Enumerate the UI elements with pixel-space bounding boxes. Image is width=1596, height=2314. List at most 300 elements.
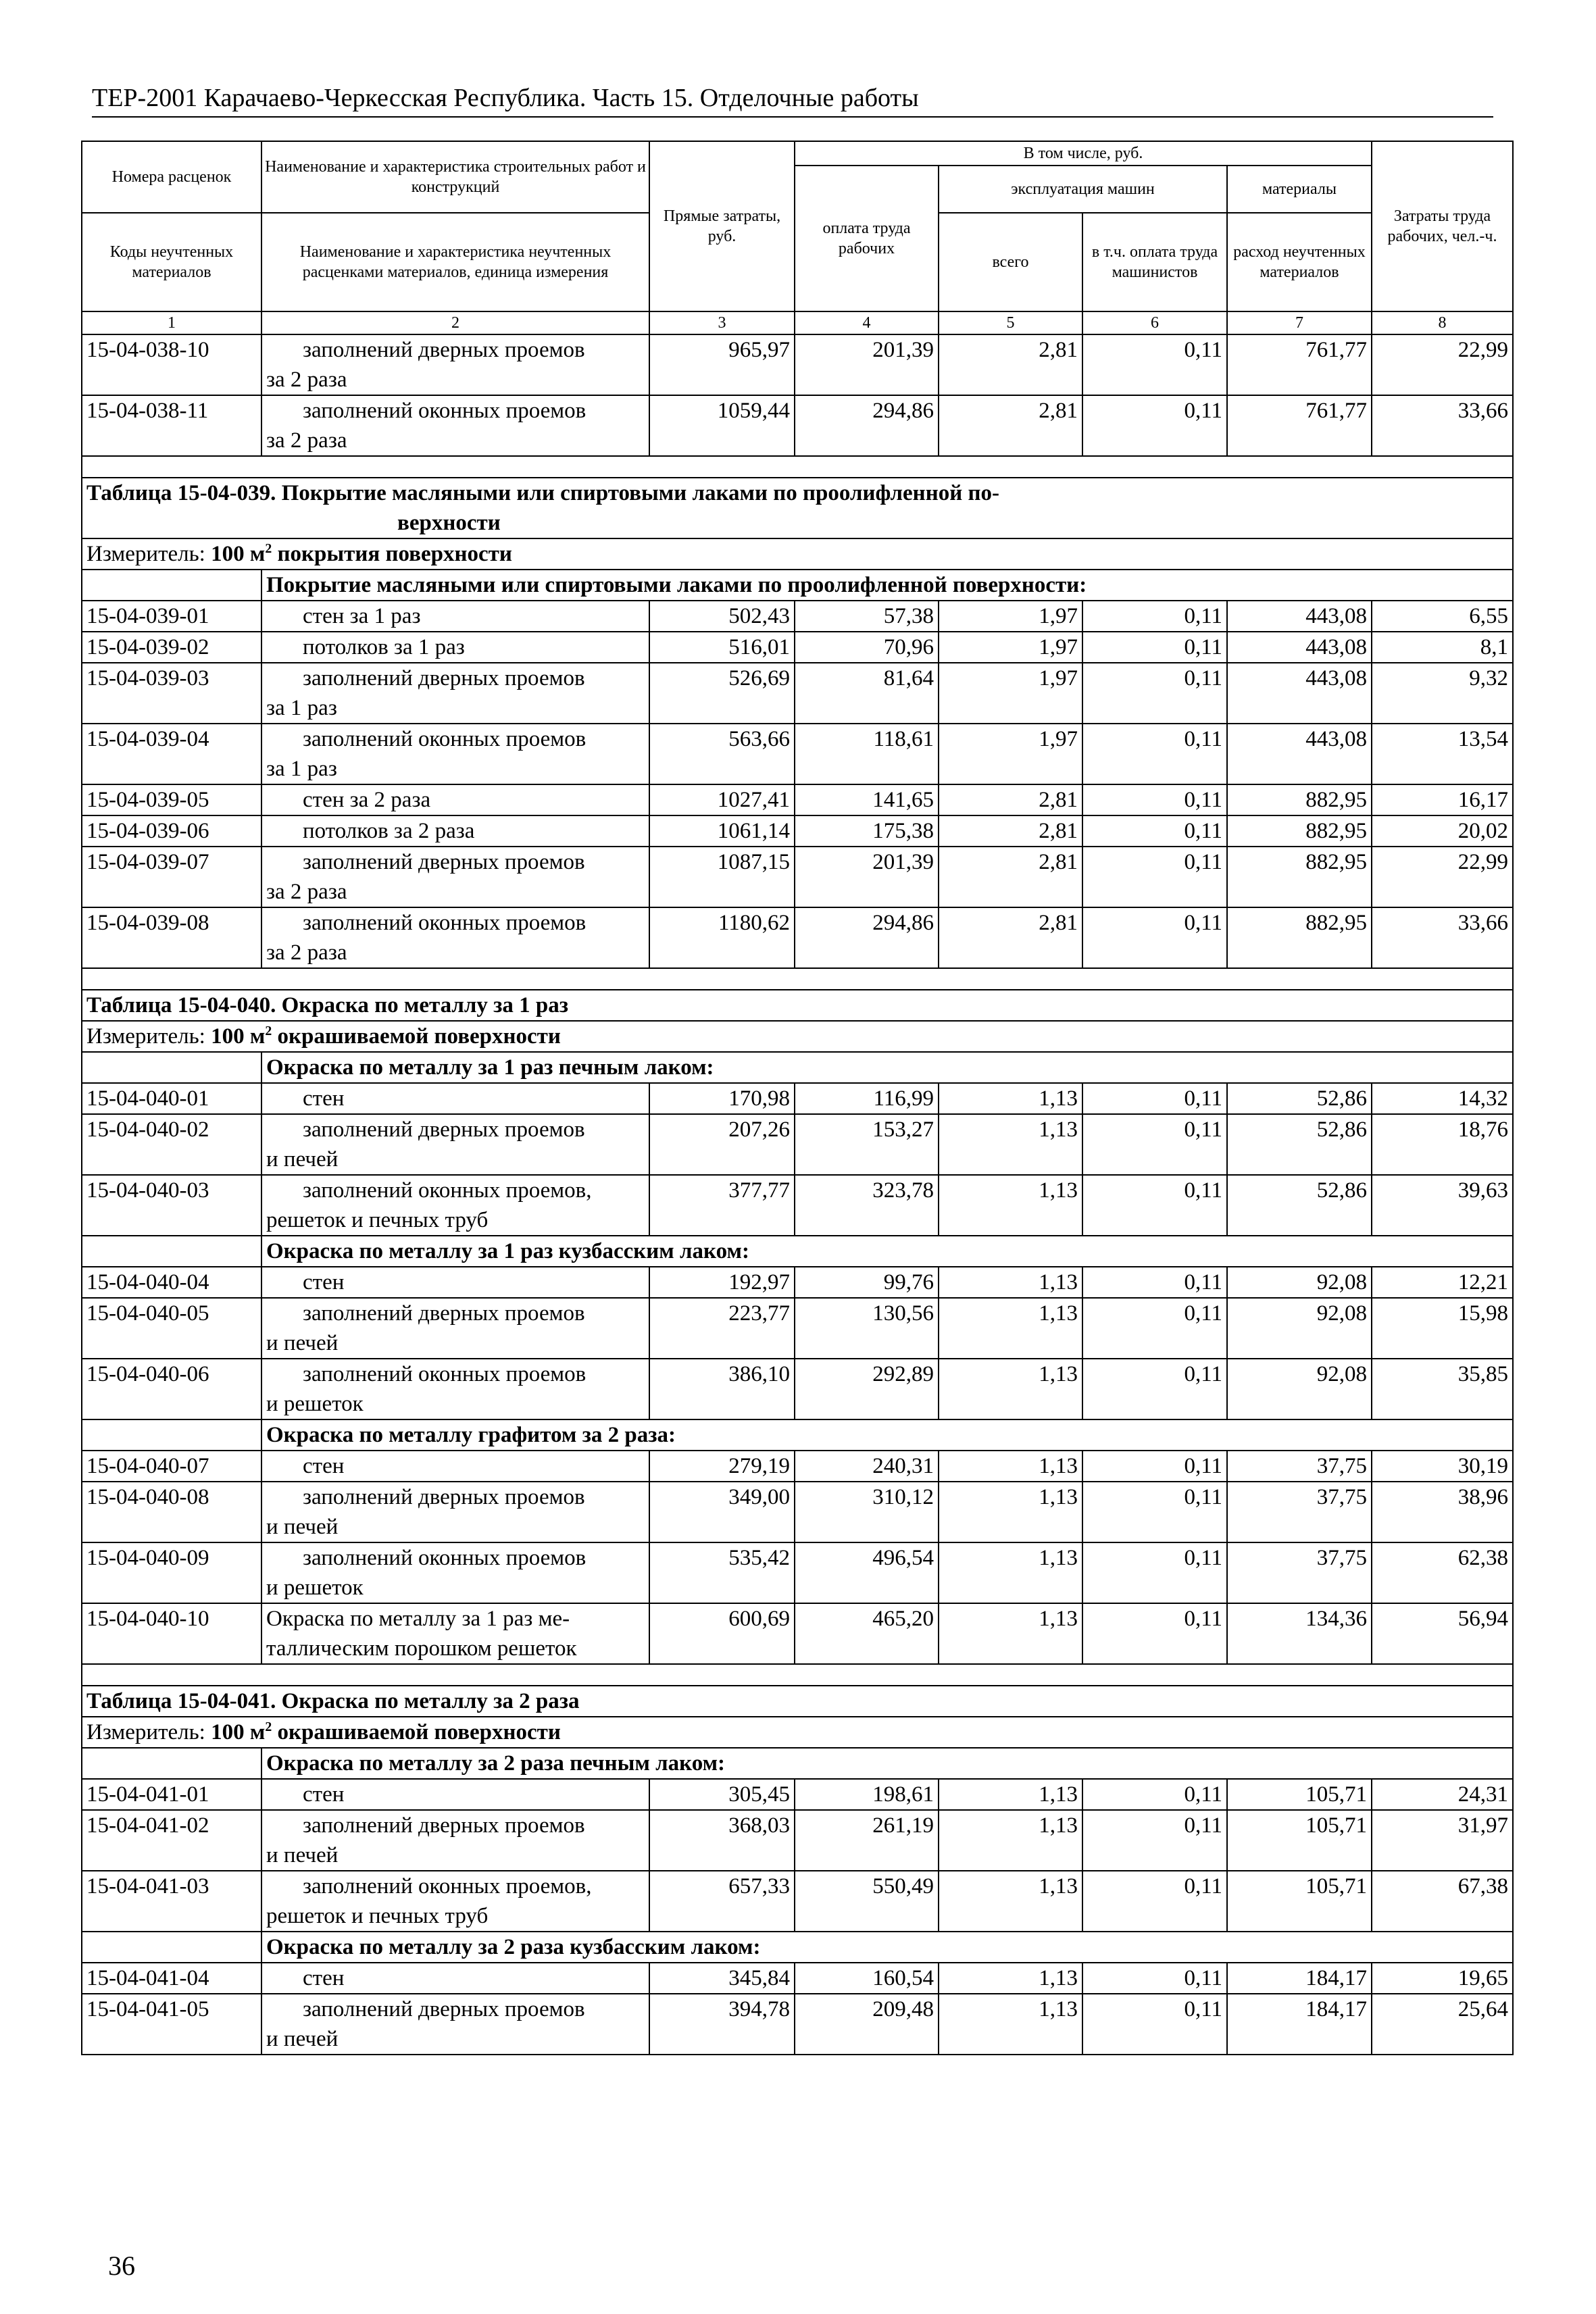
table-row — [82, 1779, 1513, 1810]
machines-total-value: 1,13 — [939, 1963, 1082, 1994]
spacer-row — [82, 456, 1513, 478]
direct-costs-value: 192,97 — [649, 1267, 795, 1298]
work-name — [261, 601, 649, 632]
direct-costs-value: 1027,41 — [649, 784, 795, 815]
direct-costs-value: 516,01 — [649, 632, 795, 663]
work-name-line2: и печей — [266, 1515, 339, 1539]
table-row — [82, 601, 1513, 632]
table-row — [82, 395, 1513, 456]
materials-value: 37,75 — [1227, 1451, 1372, 1482]
work-name-line2: за 1 раз — [266, 696, 337, 720]
machines-total-value: 1,13 — [939, 1083, 1082, 1114]
direct-costs-value: 1059,44 — [649, 395, 795, 456]
column-number: 8 — [1372, 311, 1513, 334]
worker-pay-value: 240,31 — [795, 1451, 939, 1482]
work-name — [261, 1542, 649, 1603]
work-name-line2: таллическим порошком решеток — [266, 1636, 577, 1661]
unit-row — [82, 538, 1513, 570]
work-name-line1: Окраска по металлу за 1 раз ме- — [266, 1607, 570, 1631]
table-title-row — [82, 990, 1513, 1021]
direct-costs-value: 600,69 — [649, 1603, 795, 1664]
materials-value: 37,75 — [1227, 1482, 1372, 1542]
work-name-line2: за 2 раза — [266, 880, 347, 904]
unit-text — [211, 542, 512, 566]
direct-costs-value: 563,66 — [649, 724, 795, 784]
direct-costs-value: 526,69 — [649, 663, 795, 724]
page-number: 36 — [108, 2250, 135, 2281]
unit-sup: 2 — [265, 541, 272, 556]
column-number: 7 — [1227, 311, 1372, 334]
col-header-machines-total: всего — [939, 213, 1082, 311]
work-name-line1: стен за 2 раза — [303, 788, 431, 812]
machinist-pay-value: 0,11 — [1082, 847, 1227, 907]
column-number: 2 — [261, 311, 649, 334]
work-name-line1: заполнений оконных проемов — [303, 1362, 587, 1386]
rate-code: 15-04-041-01 — [82, 1779, 261, 1810]
unit-rest: окрашиваемой поверхности — [272, 1720, 561, 1744]
labor-value: 19,65 — [1372, 1963, 1513, 1994]
unit-row — [82, 1021, 1513, 1052]
column-number: 5 — [939, 311, 1082, 334]
machines-total-value: 1,13 — [939, 1871, 1082, 1932]
work-name — [261, 1267, 649, 1298]
work-name-line2: за 2 раза — [266, 428, 347, 453]
table-row — [82, 1810, 1513, 1871]
worker-pay-value: 465,20 — [795, 1603, 939, 1664]
work-name-line1: заполнений оконных проемов — [303, 911, 587, 935]
labor-value: 62,38 — [1372, 1542, 1513, 1603]
work-name — [261, 1451, 649, 1482]
direct-costs-value: 349,00 — [649, 1482, 795, 1542]
worker-pay-value: 175,38 — [795, 815, 939, 847]
machinist-pay-value: 0,11 — [1082, 395, 1227, 456]
worker-pay-value: 201,39 — [795, 334, 939, 395]
col-header-materials: материалы — [1227, 166, 1372, 213]
machinist-pay-value: 0,11 — [1082, 1359, 1227, 1419]
col-header-material-name: Наименование и характеристика неучтенных расценками материалов, единица измерения — [261, 213, 649, 311]
section-row — [82, 1236, 1513, 1267]
direct-costs-value: 394,78 — [649, 1994, 795, 2055]
header-row-1 — [82, 141, 1513, 166]
work-name — [261, 907, 649, 968]
machines-total-value: 1,13 — [939, 1298, 1082, 1359]
worker-pay-value: 141,65 — [795, 784, 939, 815]
materials-value: 105,71 — [1227, 1871, 1372, 1932]
table-row — [82, 1482, 1513, 1542]
rate-code: 15-04-039-05 — [82, 784, 261, 815]
direct-costs-value: 368,03 — [649, 1810, 795, 1871]
machines-total-value: 2,81 — [939, 847, 1082, 907]
work-name-line2: решеток и печных труб — [266, 1208, 489, 1232]
materials-value: 105,71 — [1227, 1810, 1372, 1871]
machinist-pay-value: 0,11 — [1082, 1298, 1227, 1359]
labor-value: 16,17 — [1372, 784, 1513, 815]
work-name-line2: и печей — [266, 1147, 339, 1172]
rate-code: 15-04-040-10 — [82, 1603, 261, 1664]
table-row — [82, 724, 1513, 784]
table-row — [82, 1083, 1513, 1114]
table-title-row — [82, 478, 1513, 538]
direct-costs-value: 1180,62 — [649, 907, 795, 968]
work-name — [261, 815, 649, 847]
machinist-pay-value: 0,11 — [1082, 1542, 1227, 1603]
rate-code: 15-04-040-05 — [82, 1298, 261, 1359]
section-row — [82, 1748, 1513, 1779]
work-name — [261, 1359, 649, 1419]
materials-value: 882,95 — [1227, 815, 1372, 847]
direct-costs-value: 1061,14 — [649, 815, 795, 847]
materials-value: 443,08 — [1227, 724, 1372, 784]
table-row — [82, 1994, 1513, 2055]
work-name-line1: стен — [303, 1454, 345, 1478]
worker-pay-value: 323,78 — [795, 1175, 939, 1236]
work-name — [261, 1963, 649, 1994]
machinist-pay-value: 0,11 — [1082, 784, 1227, 815]
table-row — [82, 1359, 1513, 1419]
col-header-worker-pay: оплата труда рабочих — [795, 166, 939, 311]
materials-value: 882,95 — [1227, 784, 1372, 815]
rate-code: 15-04-039-01 — [82, 601, 261, 632]
rate-code: 15-04-039-06 — [82, 815, 261, 847]
machinist-pay-value: 0,11 — [1082, 1963, 1227, 1994]
materials-value: 92,08 — [1227, 1298, 1372, 1359]
work-name-line2: решеток и печных труб — [266, 1904, 489, 1928]
work-name-line1: стен — [303, 1782, 345, 1807]
work-name — [261, 1779, 649, 1810]
table-row — [82, 1871, 1513, 1932]
labor-value: 56,94 — [1372, 1603, 1513, 1664]
materials-value: 37,75 — [1227, 1542, 1372, 1603]
worker-pay-value: 99,76 — [795, 1267, 939, 1298]
machines-total-value: 1,13 — [939, 1359, 1082, 1419]
machines-total-value: 1,13 — [939, 1810, 1082, 1871]
machinist-pay-value: 0,11 — [1082, 1267, 1227, 1298]
materials-value: 443,08 — [1227, 663, 1372, 724]
machines-total-value: 1,13 — [939, 1114, 1082, 1175]
materials-value: 52,86 — [1227, 1175, 1372, 1236]
work-name-line1: заполнений оконных проемов — [303, 1546, 587, 1570]
col-header-work-name: Наименование и характеристика строительных работ и конструкций — [261, 141, 649, 213]
unit-value: 100 м — [211, 1024, 266, 1049]
col-header-labor: Затраты труда рабочих, чел.-ч. — [1372, 141, 1513, 311]
col-header-machinist-pay: в т.ч. оплата труда машинистов — [1082, 213, 1227, 311]
worker-pay-value: 153,27 — [795, 1114, 939, 1175]
machinist-pay-value: 0,11 — [1082, 815, 1227, 847]
work-name — [261, 1298, 649, 1359]
rate-code: 15-04-040-07 — [82, 1451, 261, 1482]
worker-pay-value: 261,19 — [795, 1810, 939, 1871]
work-name-line2: и решеток — [266, 1392, 364, 1416]
table-row — [82, 815, 1513, 847]
materials-value: 443,08 — [1227, 601, 1372, 632]
labor-value: 38,96 — [1372, 1482, 1513, 1542]
worker-pay-value: 310,12 — [795, 1482, 939, 1542]
direct-costs-value: 345,84 — [649, 1963, 795, 1994]
section-row — [82, 1932, 1513, 1963]
section-title: Окраска по металлу за 2 раза печным лаком: — [261, 1748, 1513, 1779]
rate-code: 15-04-039-03 — [82, 663, 261, 724]
work-name-line1: заполнений дверных проемов — [303, 666, 585, 690]
machines-total-value: 1,97 — [939, 632, 1082, 663]
machinist-pay-value: 0,11 — [1082, 907, 1227, 968]
table-title-line: верхности — [397, 511, 501, 535]
rate-code: 15-04-039-07 — [82, 847, 261, 907]
work-name — [261, 1083, 649, 1114]
table-row — [82, 663, 1513, 724]
work-name-line1: заполнений дверных проемов — [303, 850, 585, 874]
table-title — [82, 478, 1513, 538]
col-header-material-codes: Коды неучтенных материалов — [82, 213, 261, 311]
materials-value: 882,95 — [1227, 907, 1372, 968]
work-name-line1: стен — [303, 1966, 345, 1990]
table-row — [82, 1963, 1513, 1994]
table-row — [82, 847, 1513, 907]
machinist-pay-value: 0,11 — [1082, 1810, 1227, 1871]
unit-sup: 2 — [265, 1024, 272, 1038]
direct-costs-value: 305,45 — [649, 1779, 795, 1810]
table-title — [82, 990, 1513, 1021]
table-row — [82, 1542, 1513, 1603]
work-name — [261, 395, 649, 456]
work-name-line1: заполнений оконных проемов — [303, 727, 587, 751]
table-row — [82, 1114, 1513, 1175]
materials-value: 52,86 — [1227, 1083, 1372, 1114]
materials-value: 882,95 — [1227, 847, 1372, 907]
table-title-line: Таблица 15-04-040. Окраска по металлу за 1 раз — [86, 993, 569, 1017]
table-row — [82, 784, 1513, 815]
direct-costs-value: 1087,15 — [649, 847, 795, 907]
work-name-line2: за 2 раза — [266, 368, 347, 392]
worker-pay-value: 294,86 — [795, 907, 939, 968]
work-name — [261, 1114, 649, 1175]
rate-code: 15-04-040-01 — [82, 1083, 261, 1114]
machinist-pay-value: 0,11 — [1082, 663, 1227, 724]
worker-pay-value: 292,89 — [795, 1359, 939, 1419]
machines-total-value: 2,81 — [939, 784, 1082, 815]
unit-row — [82, 1717, 1513, 1748]
rate-code: 15-04-039-04 — [82, 724, 261, 784]
labor-value: 33,66 — [1372, 395, 1513, 456]
work-name-line2: и решеток — [266, 1576, 364, 1600]
column-number: 3 — [649, 311, 795, 334]
work-name — [261, 1482, 649, 1542]
table-title — [82, 1686, 1513, 1717]
machinist-pay-value: 0,11 — [1082, 1451, 1227, 1482]
column-number: 1 — [82, 311, 261, 334]
work-name — [261, 1810, 649, 1871]
machinist-pay-value: 0,11 — [1082, 1482, 1227, 1542]
section-row — [82, 570, 1513, 601]
materials-value: 92,08 — [1227, 1359, 1372, 1419]
work-name-line1: потолков за 2 раза — [303, 819, 475, 843]
machines-total-value: 1,13 — [939, 1175, 1082, 1236]
section-title: Покрытие масляными или спиртовыми лаками по проолифленной поверхности: — [261, 570, 1513, 601]
col-header-machines: эксплуатация машин — [939, 166, 1227, 213]
work-name-line1: заполнений дверных проемов — [303, 1997, 585, 2021]
labor-value: 39,63 — [1372, 1175, 1513, 1236]
labor-value: 35,85 — [1372, 1359, 1513, 1419]
work-name — [261, 1603, 649, 1664]
machines-total-value: 2,81 — [939, 907, 1082, 968]
work-name-line1: стен за 1 раз — [303, 604, 421, 628]
work-name-line1: заполнений дверных проемов — [303, 1117, 585, 1142]
rate-code: 15-04-039-02 — [82, 632, 261, 663]
rate-code: 15-04-041-04 — [82, 1963, 261, 1994]
labor-value: 30,19 — [1372, 1451, 1513, 1482]
table-title-line: Таблица 15-04-041. Окраска по металлу за 2 раза — [86, 1689, 580, 1713]
machines-total-value: 2,81 — [939, 395, 1082, 456]
section-title: Окраска по металлу за 2 раза кузбасским лаком: — [261, 1932, 1513, 1963]
work-name-line1: заполнений оконных проемов — [303, 399, 587, 423]
work-name-line1: заполнений дверных проемов — [303, 338, 585, 362]
work-name — [261, 724, 649, 784]
table-row — [82, 1175, 1513, 1236]
work-name-line1: заполнений оконных проемов, — [303, 1178, 592, 1203]
machines-total-value: 1,97 — [939, 724, 1082, 784]
direct-costs-value: 223,77 — [649, 1298, 795, 1359]
work-name-line2: и печей — [266, 2027, 339, 2051]
unit-value: 100 м — [211, 1720, 266, 1744]
materials-value: 761,77 — [1227, 395, 1372, 456]
machinist-pay-value: 0,11 — [1082, 1114, 1227, 1175]
table-row — [82, 334, 1513, 395]
machines-total-value: 2,81 — [939, 334, 1082, 395]
worker-pay-value: 81,64 — [795, 663, 939, 724]
direct-costs-value: 502,43 — [649, 601, 795, 632]
col-header-materials-use: расход неучтенных материалов — [1227, 213, 1372, 311]
materials-value: 761,77 — [1227, 334, 1372, 395]
rate-code: 15-04-038-11 — [82, 395, 261, 456]
rates-table — [81, 141, 1514, 2055]
machines-total-value: 1,13 — [939, 1542, 1082, 1603]
table-title-line: Таблица 15-04-039. Покрытие масляными или спиртовыми лаками по проолифленной по- — [86, 481, 999, 505]
labor-value: 20,02 — [1372, 815, 1513, 847]
materials-value: 105,71 — [1227, 1779, 1372, 1810]
table-row — [82, 907, 1513, 968]
machinist-pay-value: 0,11 — [1082, 601, 1227, 632]
direct-costs-value: 965,97 — [649, 334, 795, 395]
machines-total-value: 1,97 — [939, 601, 1082, 632]
materials-value: 134,36 — [1227, 1603, 1372, 1664]
worker-pay-value: 57,38 — [795, 601, 939, 632]
spacer-row — [82, 1664, 1513, 1686]
worker-pay-value: 201,39 — [795, 847, 939, 907]
worker-pay-value: 496,54 — [795, 1542, 939, 1603]
worker-pay-value: 70,96 — [795, 632, 939, 663]
table-title-row — [82, 1686, 1513, 1717]
column-number: 6 — [1082, 311, 1227, 334]
work-name-line1: заполнений оконных проемов, — [303, 1874, 592, 1898]
worker-pay-value: 550,49 — [795, 1871, 939, 1932]
worker-pay-value: 198,61 — [795, 1779, 939, 1810]
rate-code: 15-04-040-06 — [82, 1359, 261, 1419]
work-name — [261, 334, 649, 395]
materials-value: 184,17 — [1227, 1963, 1372, 1994]
machines-total-value: 1,13 — [939, 1779, 1082, 1810]
direct-costs-value: 207,26 — [649, 1114, 795, 1175]
rate-code: 15-04-038-10 — [82, 334, 261, 395]
col-header-direct-costs: Прямые затраты, руб. — [649, 141, 795, 311]
work-name-line1: заполнений дверных проемов — [303, 1813, 585, 1838]
work-name — [261, 632, 649, 663]
work-name-line2: и печей — [266, 1331, 339, 1355]
labor-value: 22,99 — [1372, 334, 1513, 395]
work-name — [261, 784, 649, 815]
rate-code: 15-04-041-05 — [82, 1994, 261, 2055]
direct-costs-value: 535,42 — [649, 1542, 795, 1603]
worker-pay-value: 118,61 — [795, 724, 939, 784]
direct-costs-value: 279,19 — [649, 1451, 795, 1482]
unit-text — [211, 1024, 561, 1049]
labor-value: 6,55 — [1372, 601, 1513, 632]
section-row — [82, 1419, 1513, 1451]
column-number-row — [82, 311, 1513, 334]
unit-label: Измеритель: — [86, 1024, 211, 1049]
section-title: Окраска по металлу за 1 раз печным лаком: — [261, 1052, 1513, 1083]
machinist-pay-value: 0,11 — [1082, 632, 1227, 663]
labor-value: 22,99 — [1372, 847, 1513, 907]
labor-value: 15,98 — [1372, 1298, 1513, 1359]
unit-label: Измеритель: — [86, 542, 211, 566]
section-title: Окраска по металлу графитом за 2 раза: — [261, 1419, 1513, 1451]
machines-total-value: 1,13 — [939, 1451, 1082, 1482]
rate-code: 15-04-040-03 — [82, 1175, 261, 1236]
work-name-line1: стен — [303, 1270, 345, 1294]
work-name-line1: заполнений дверных проемов — [303, 1485, 585, 1509]
direct-costs-value: 657,33 — [649, 1871, 795, 1932]
rate-code: 15-04-040-09 — [82, 1542, 261, 1603]
section-title: Окраска по металлу за 1 раз кузбасским лаком: — [261, 1236, 1513, 1267]
work-name — [261, 1871, 649, 1932]
table-row — [82, 632, 1513, 663]
machinist-pay-value: 0,11 — [1082, 1871, 1227, 1932]
machinist-pay-value: 0,11 — [1082, 334, 1227, 395]
worker-pay-value: 160,54 — [795, 1963, 939, 1994]
machines-total-value: 1,13 — [939, 1603, 1082, 1664]
worker-pay-value: 209,48 — [795, 1994, 939, 2055]
work-name-line2: за 1 раз — [266, 757, 337, 781]
labor-value: 13,54 — [1372, 724, 1513, 784]
work-name-line1: стен — [303, 1086, 345, 1111]
work-name-line2: и печей — [266, 1843, 339, 1867]
machinist-pay-value: 0,11 — [1082, 724, 1227, 784]
machines-total-value: 2,81 — [939, 815, 1082, 847]
unit-label: Измеритель: — [86, 1720, 211, 1744]
col-header-including: В том числе, руб. — [795, 141, 1372, 166]
page-header: ТЕР-2001 Карачаево-Черкесская Республика. Часть 15. Отделочные работы — [92, 82, 1493, 118]
worker-pay-value: 130,56 — [795, 1298, 939, 1359]
machines-total-value: 1,13 — [939, 1994, 1082, 2055]
labor-value: 12,21 — [1372, 1267, 1513, 1298]
labor-value: 14,32 — [1372, 1083, 1513, 1114]
labor-value: 18,76 — [1372, 1114, 1513, 1175]
work-name — [261, 847, 649, 907]
section-row — [82, 1052, 1513, 1083]
col-header-rate-numbers: Номера расценок — [82, 141, 261, 213]
spacer-row — [82, 968, 1513, 990]
rate-code: 15-04-040-04 — [82, 1267, 261, 1298]
unit-measure — [82, 1021, 1513, 1052]
labor-value: 9,32 — [1372, 663, 1513, 724]
machinist-pay-value: 0,11 — [1082, 1083, 1227, 1114]
rate-code: 15-04-039-08 — [82, 907, 261, 968]
rate-code: 15-04-040-08 — [82, 1482, 261, 1542]
labor-value: 67,38 — [1372, 1871, 1513, 1932]
unit-rest: окрашиваемой поверхности — [272, 1024, 561, 1049]
machinist-pay-value: 0,11 — [1082, 1603, 1227, 1664]
work-name — [261, 1994, 649, 2055]
work-name-line1: потолков за 1 раз — [303, 635, 465, 659]
